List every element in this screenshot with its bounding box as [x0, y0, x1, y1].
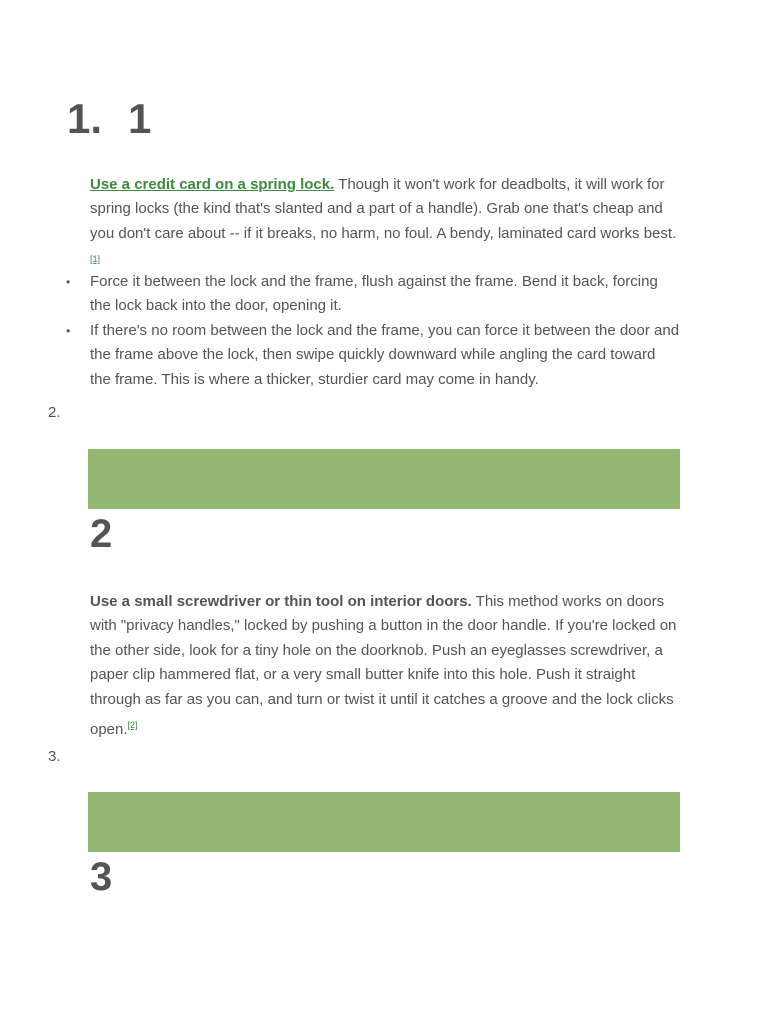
step-3-big-number: 3 — [90, 855, 113, 899]
step-2-body: This method works on doors with "privacy handles," locked by pushing a button in the door handle. If you're locked on the other side, look for a tiny hole on the doorknob. Push an eyeglasses screwdriver, a paper clip hammered flat, or a very small butter knife into this hole. Push it straight through as far as you can, and turn or twist it until it catches a groove and the lock clicks open. — [90, 593, 677, 739]
bullet-dot-icon: • — [66, 275, 71, 289]
step-1-bullet-1-text: Force it between the lock and the frame, flush against the frame. Bend it back, forcing the lock back into the door, opening it. — [90, 273, 658, 315]
step-2-paragraph — [90, 590, 680, 742]
step-1-bullet-list — [66, 270, 680, 392]
step-3-list-marker: 3. — [48, 748, 61, 765]
step-1-bullet-2 — [66, 319, 680, 392]
bullet-dot-icon: • — [66, 323, 71, 338]
step-1-bullet-1 — [66, 270, 680, 319]
step-1-bullet-2-text: If there's no room between the lock and the frame, you can force it between the door and the frame above the lock, then swipe quickly downward while angling the card toward the frame. This is where a thicker, sturdier card may come in handy. — [90, 321, 680, 388]
step-1-heading — [67, 95, 152, 142]
step-1-list-number: 1. — [67, 95, 103, 142]
step-1-lead-link[interactable]: Use a credit card on a spring lock. — [90, 176, 335, 193]
step-2-list-marker: 2. — [48, 404, 61, 421]
step-2-reference-link[interactable]: [2] — [127, 720, 138, 731]
step-3-image-placeholder — [88, 792, 680, 852]
step-2-big-number: 2 — [90, 512, 113, 556]
step-2-lead: Use a small screwdriver or thin tool on interior doors. — [90, 593, 472, 610]
step-1-reference-link[interactable]: [1] — [90, 254, 101, 265]
step-1-body: Though it won't work for deadbolts, it will work for spring locks (the kind that's slanted and a part of a handle). Grab one that's cheap and you don't care about -- if it breaks, no harm, no foul. A bendy, laminated card works best. — [90, 176, 677, 242]
step-1-paragraph — [90, 173, 680, 277]
step-2-image-placeholder — [88, 449, 680, 509]
step-1-big-number: 1 — [128, 95, 152, 142]
